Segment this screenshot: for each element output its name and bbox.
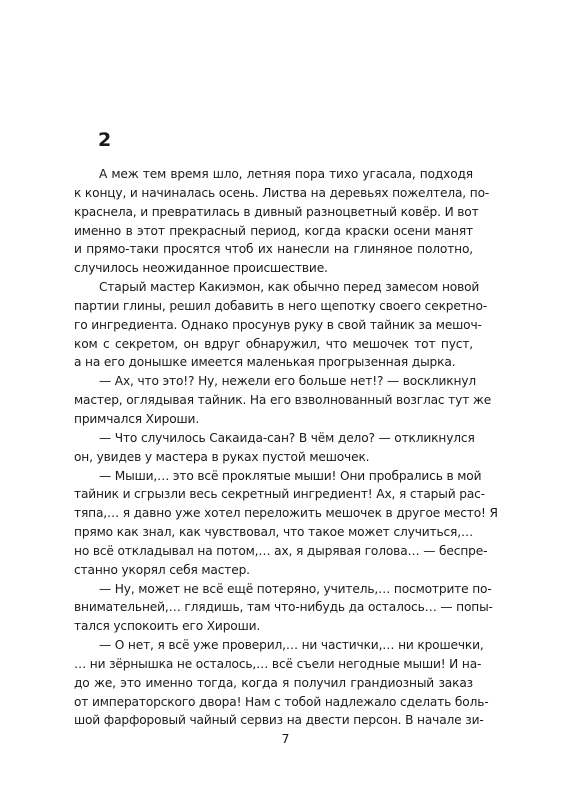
text-line: но всё откладывал на потом,… ах, я дырявая голова… — беспре-: [74, 543, 488, 558]
paragraph: [74, 636, 489, 730]
text-line: и прямо-таки просятся чтоб их нанесли на глиняное полотно,: [74, 242, 473, 257]
text-line: тайник и сгрызли весь секретный ингредиент! Ах, я старый рас-: [74, 487, 485, 502]
text-line: именно в этот прекрасный период, когда краски осени манят: [74, 223, 473, 238]
paragraph: [74, 429, 473, 467]
text-line: … ни зёрнышка не осталось,… всё съели негодные мыши! И на-: [74, 656, 482, 671]
text-line: партии глины, решил добавить в него щепотку своего секретно-: [74, 298, 488, 313]
text-line: примчался Хироши.: [74, 411, 200, 426]
text-line: Старый мастер Какиэмон, как обычно перед замесом новой: [99, 280, 480, 295]
paragraph: [74, 372, 492, 429]
paragraph: [74, 278, 488, 372]
text-line: тался успокоить его Хироши.: [74, 619, 261, 634]
text-line: ком с секретом, он вдруг обнаружил, что мешочек тот пуст,: [74, 336, 473, 351]
text-line: — Что случилось Сакаида-сан? В чём дело? — откликнулся: [99, 430, 475, 445]
paragraph: [74, 580, 493, 637]
text-line: станно укорял себя мастер.: [74, 562, 250, 577]
text-line: — Ах, что это!? Ну, нежели его больше нет!? — воскликнул: [99, 374, 477, 389]
text-line: мастер, оглядывая тайник. На его взволнованный возглас тут же: [74, 393, 492, 408]
text-line: — Ну, может не всё ещё потеряно, учитель,… посмотрите по-: [99, 581, 492, 596]
paragraph: [74, 165, 490, 278]
text-line: тяпа,… я давно уже хотел переложить мешочек в другое место! Я: [74, 506, 498, 521]
text-line: А меж тем время шло, летняя пора тихо угасала, подходя: [99, 167, 473, 181]
text-line: прямо как знал, как чувствовал, что такое может случиться,…: [74, 525, 473, 540]
paragraph: [74, 467, 498, 580]
text-line: к концу, и начиналась осень. Листва на деревьях пожелтела, по-: [74, 185, 490, 200]
text-line: — Мыши,… это всё проклятые мыши! Они пробрались в мой: [99, 468, 482, 483]
text-line: внимательней,… глядишь, там что-нибудь да осталось… — попы-: [74, 600, 493, 615]
text-line: до же, это именно тогда, когда я получил грандиозный заказ: [74, 675, 473, 690]
text-line: он, увидев у мастера в руках пустой мешочек.: [74, 449, 370, 464]
text-line: — О нет, я всё уже проверил,… ни частички,… ни крошечки,: [99, 638, 484, 653]
text-line: случилось неожиданное происшествие.: [74, 261, 328, 276]
text-line: от императорского двора! Нам с тобой надлежало сделать боль-: [74, 694, 489, 709]
text-line: шой фарфоровый чайный сервиз на двести персон. В начале зи-: [74, 713, 484, 728]
chapter-number: 2: [98, 129, 112, 151]
page-number: 7: [281, 731, 290, 746]
chapter-body-text: [74, 165, 498, 730]
text-line: го ингредиента. Однако просунув руку в свой тайник за мешоч-: [74, 317, 482, 332]
text-line: а на его донышке имеется маленькая прогрызенная дырка.: [74, 355, 456, 370]
text-line: краснела, и превратилась в дивный разноцветный ковёр. И вот: [74, 204, 479, 219]
